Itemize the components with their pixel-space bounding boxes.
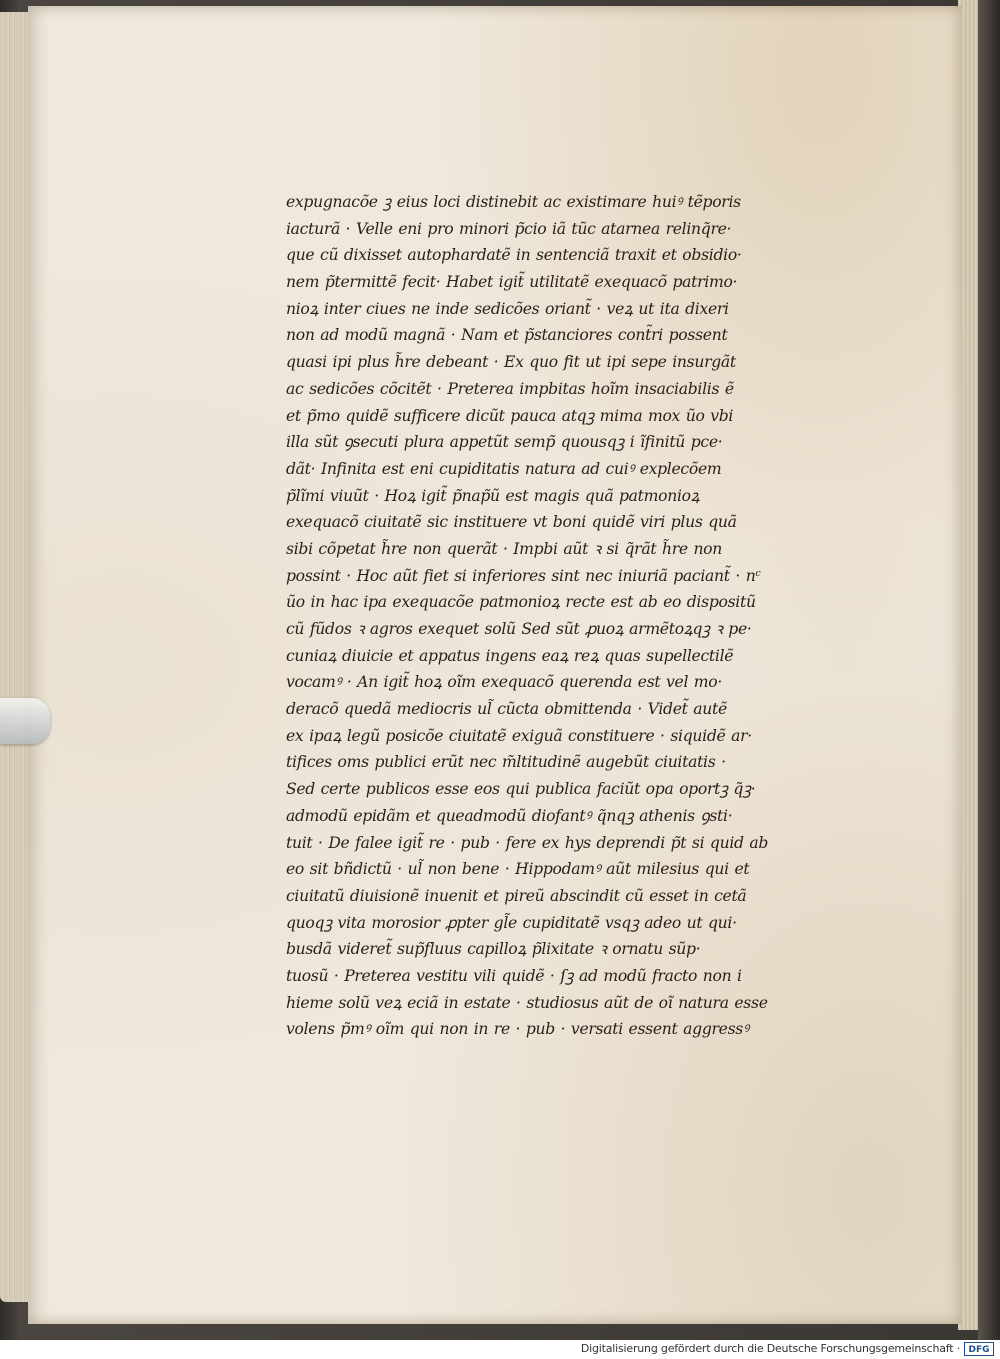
text-line: possint · Hoc aũt fiet si inferiores sint nec iniuriã paciant̃ · nᶜ <box>286 566 761 585</box>
page-text-block <box>286 189 796 1043</box>
text-line: ũo in hac ipa exequacõe patmonioꝝ recte est ab eo dispositũ <box>286 593 756 612</box>
page-clip <box>0 698 50 744</box>
text-line: nioꝝ inter ciues ne inde sedicões oriant̃ · veꝝ ut ita dixeri <box>286 299 729 318</box>
text-line: Sed certe publicos esse eos qui publica faciũt opa oportꝫ q̃ꝫ· <box>286 780 756 799</box>
text-line: vocamꝰ · An igit̃ hoꝝ oĩm exequacõ querenda est vel mo· <box>286 673 723 692</box>
text-line: ex ipaꝝ legũ posicõe ciuitatẽ exiguã constituere · siquidẽ ar· <box>286 726 752 745</box>
text-line: dãt· Infinita est eni cupiditatis natura ad cuiꝰ explecõem <box>286 459 722 478</box>
text-line: busdã videret̃ sup̃fluus capilloꝝ p̃lixitate ꝛ ornatu sũp· <box>286 940 701 959</box>
credit-text: Digitalisierung gefördert durch die Deutsche Forschungsgemeinschaft · <box>580 1342 960 1355</box>
text-line: eo sit bñdictũ · ul̃ non bene · Hippodamꝰ aũt milesius qui et <box>286 860 750 879</box>
text-line: p̃lĩmi viuũt · Hoꝝ igit̃ p̃nap̃ũ est magis quã patmonioꝝ <box>286 486 700 505</box>
text-line: que cũ dixisset autophardatẽ in sentenciã traxit et obsidio· <box>286 246 742 265</box>
text-line: deracõ quedã mediocris ul̃ cũcta obmittenda · Videt̃ autẽ <box>286 700 727 719</box>
text-line: volens p̃mꝰ oĩm qui non in re · pub · versati essent aggressꝰ <box>286 1020 749 1039</box>
book-binding <box>978 0 1000 1340</box>
text-line: hieme solũ veꝝ eciã in estate · studiosus aũt de oĩ natura esse <box>286 993 768 1012</box>
text-line: expugnacõe ꝫ eius loci distinebit ac existimare huiꝰ tẽporis <box>286 193 741 211</box>
text-line: illa sũt ꝯsecuti plura appetũt semp̃ quousqꝫ i ĩfinitũ pce· <box>286 433 723 452</box>
text-line: quoqꝫ vita morosior ꝓpter gl̃e cupiditatẽ vsqꝫ adeo ut qui· <box>286 913 737 932</box>
text-line: cũ fũdos ꝛ agros exequet solũ Sed sũt ꝓuoꝝ armẽtoꝝqꝫ ꝛ pe· <box>286 620 752 638</box>
text-line: et p̃mo quidẽ sufficere dicũt pauca atqꝫ mima mox ũo vbi <box>286 406 734 425</box>
text-line: ac sedicões cõcitẽt · Preterea impbitas hoĩm insaciabilis ẽ <box>286 379 734 398</box>
text-line: tuit · De falee igit̃ re · pub · fere ex hys deprendi p̃t si quid ab <box>286 833 769 852</box>
credit-bar <box>0 1340 1000 1359</box>
text-line: ciuitatũ diuisionẽ inuenit et pireũ abscindit cũ esset in cetã <box>286 886 747 905</box>
text-line: quasi ipi plus h̃re debeant · Ex quo fit ut ipi sepe insurgãt <box>286 353 736 372</box>
text-line: tuosũ · Preterea vestitu vili quidẽ · ſꝫ ad modũ fracto non i <box>286 966 742 985</box>
text-line: tifices oms publici erũt nec m̃ltitudinẽ augebũt ciuitatis · <box>286 753 726 772</box>
text-line: exequacõ ciuitatẽ sic instituere vt boni quidẽ viri plus quã <box>286 513 737 532</box>
text-line: admodũ epidãm et queadmodũ diofantꝰ q̃nqꝫ athenis ꝯsti· <box>286 806 733 825</box>
text-line: iacturã · Velle eni pro minori p̃cio iã tũc atarnea relinq̃re· <box>286 219 732 238</box>
text-line: non ad modũ magnã · Nam et p̃stanciores cont̃ri possent <box>286 326 728 345</box>
text-line: nem p̃termittẽ fecit· Habet igit̃ utilitatẽ exequacõ patrimo· <box>286 273 738 292</box>
text-line: cuniaꝝ diuicie et appatus ingens eaꝝ reꝝ quas supellectilẽ <box>286 646 734 665</box>
dfg-logo: DFG <box>964 1342 994 1356</box>
text-line: sibi cõpetat h̃re non querãt · Impbi aũt ꝛ si q̃rãt h̃re non <box>286 539 723 558</box>
